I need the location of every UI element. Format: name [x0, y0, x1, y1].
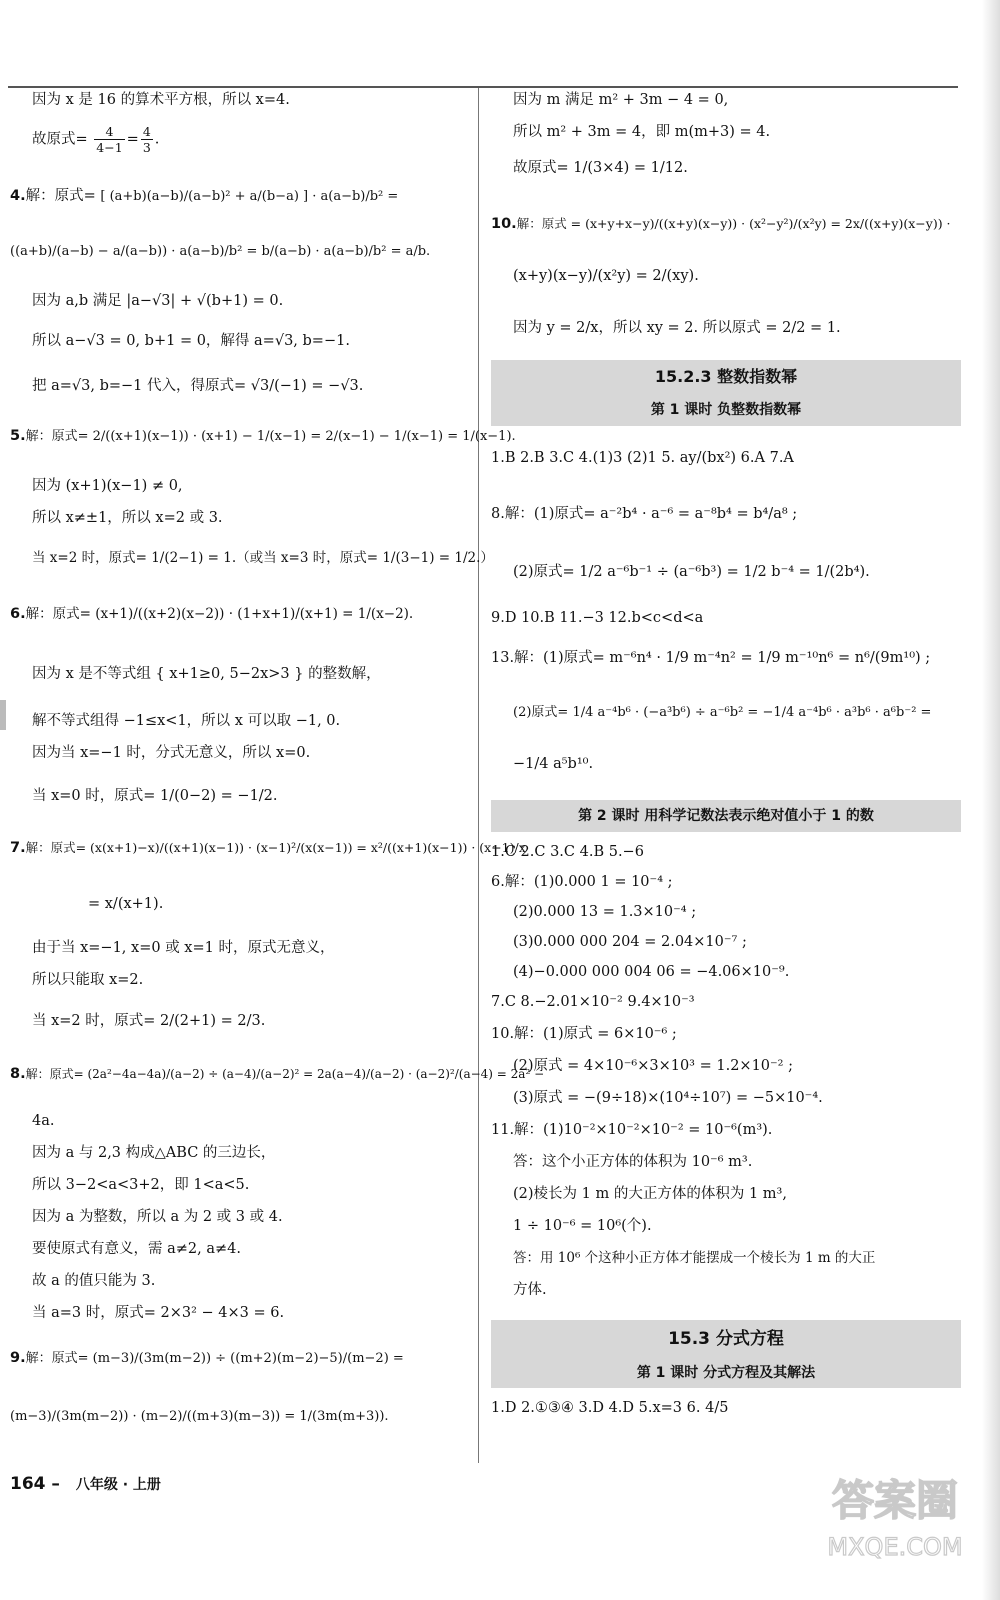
answer-line: (m−3)/(3m(m−2)) · (m−2)/((m+3)(m−3)) = 1/(3m(m+3)).: [10, 1409, 389, 1424]
answer-line: ((a+b)/(a−b) − a/(a−b)) · a(a−b)/b² = b/(a−b) · a(a−b)/b² = a/b.: [10, 244, 431, 259]
answer-line: −1/4 a⁵b¹⁰.: [513, 756, 594, 772]
answer-line: 要使原式有意义，需 a≠2, a≠4.: [32, 1241, 241, 1257]
answer-line: 13.解：(1)原式= m⁻⁶n⁴ · 1/9 m⁻⁴n² = 1/9 m⁻¹⁰n⁶ = n⁶/(9m¹⁰) ;: [491, 650, 931, 666]
answer-line: 由于当 x=−1, x=0 或 x=1 时，原式无意义，: [32, 940, 335, 956]
answer-line: 因为 a 为整数，所以 a 为 2 或 3 或 4.: [32, 1209, 283, 1225]
answer-line: 答：用 10⁶ 个这种小正方体才能摆成一个棱长为 1 m 的大正: [513, 1250, 876, 1266]
answer-line: (3)0.000 000 204 = 2.04×10⁻⁷ ;: [513, 934, 747, 950]
answer-line: 方体.: [513, 1282, 547, 1298]
answer-line: 1.D 2.①③④ 3.D 4.D 5.x=3 6. 4/5: [491, 1400, 729, 1416]
answer-line: 当 x=2 时，原式= 1/(2−1) = 1.（或当 x=3 时，原式= 1/(3−1) = 1/2.）: [32, 550, 494, 566]
answer-line: 因为 a 与 2,3 构成△ABC 的三边长，: [32, 1145, 276, 1161]
question-6: 6.解：原式= (x+1)/((x+2)(x−2)) · (1+x+1)/(x+1) = 1/(x−2).: [10, 606, 414, 622]
grade-label: 八年级 · 上册: [75, 1477, 161, 1493]
answer-line: 1.C 2.C 3.C 4.B 5.−6: [491, 844, 644, 860]
answer-line: 所以 x≠±1，所以 x=2 或 3.: [32, 510, 223, 526]
section-heading: 15.2.3 整数指数幂: [491, 360, 961, 394]
answer-line: 因为 y = 2/x，所以 xy = 2. 所以原式 = 2/2 = 1.: [513, 320, 841, 336]
page-edge-shadow: [982, 0, 1000, 1600]
lesson-heading: 第 2 课时 用科学记数法表示绝对值小于 1 的数: [491, 800, 961, 832]
answer-line: 把 a=√3, b=−1 代入，得原式= √3/(−1) = −√3.: [32, 378, 364, 394]
answer-line: 当 x=0 时，原式= 1/(0−2) = −1/2.: [32, 788, 278, 804]
answer-line: 故原式= $\frac{4}{4-1}$ = $\frac{4}{3}$ .: [32, 124, 160, 155]
answer-line: (2)原式 = 4×10⁻⁶×3×10³ = 1.2×10⁻² ;: [513, 1058, 793, 1074]
page-footer: [10, 1474, 161, 1494]
answer-line: 解不等式组得 −1≤x<1，所以 x 可以取 −1, 0.: [32, 713, 341, 729]
answer-line: 8.解：(1)原式= a⁻²b⁴ · a⁻⁶ = a⁻⁸b⁴ = b⁴/a⁸ ;: [491, 506, 798, 522]
answer-line: 11.解：(1)10⁻²×10⁻²×10⁻² = 10⁻⁶(m³).: [491, 1122, 773, 1138]
column-divider: [478, 88, 479, 1463]
svg-text:MXQE.COM: MXQE.COM: [827, 1533, 963, 1561]
answer-line: 因为 a,b 满足 |a−√3| + √(b+1) = 0.: [32, 293, 284, 309]
answer-line: 因为 x 是 16 的算术平方根，所以 x=4.: [32, 92, 290, 108]
question-4: 4.解：原式= [ (a+b)(a−b)/(a−b)² + a/(b−a) ] · a(a−b)/b² =: [10, 188, 399, 204]
answer-line: 故 a 的值只能为 3.: [32, 1273, 156, 1289]
answer-line: 1.B 2.B 3.C 4.(1)3 (2)1 5. ay/(bx²) 6.A 7.A: [491, 450, 794, 466]
answer-line: 7.C 8.−2.01×10⁻² 9.4×10⁻³: [491, 994, 695, 1010]
answer-line: 答：这个小正方体的体积为 10⁻⁶ m³.: [513, 1154, 753, 1170]
section-heading: 15.3 分式方程: [491, 1320, 961, 1358]
answer-line: 当 a=3 时，原式= 2×3² − 4×3 = 6.: [32, 1305, 285, 1321]
answer-line: (4)−0.000 000 004 06 = −4.06×10⁻⁹.: [513, 964, 790, 980]
answer-line: = x/(x+1).: [88, 896, 164, 912]
answer-line: 4a.: [32, 1113, 55, 1129]
answer-line: (2)棱长为 1 m 的大正方体的体积为 1 m³,: [513, 1186, 787, 1202]
answer-line: 因为 m 满足 m² + 3m − 4 = 0,: [513, 92, 729, 108]
question-9: 9.解：原式= (m−3)/(3m(m−2)) ÷ ((m+2)(m−2)−5)/(m−2) =: [10, 1350, 404, 1366]
answer-line: 当 x=2 时，原式= 2/(2+1) = 2/3.: [32, 1013, 266, 1029]
answer-line: 故原式= 1/(3×4) = 1/12.: [513, 160, 688, 176]
answer-line: 因为当 x=−1 时，分式无意义，所以 x=0.: [32, 745, 311, 761]
svg-text:答案圈: 答案圈: [831, 1476, 959, 1525]
answer-line: 10.解：(1)原式 = 6×10⁻⁶ ;: [491, 1026, 677, 1042]
question-10: 10.解：原式 = (x+y+x−y)/((x+y)(x−y)) · (x²−y²)/(x²y) = 2x/((x+y)(x−y)) ·: [491, 216, 951, 232]
answer-line: 所以 3−2<a<3+2，即 1<a<5.: [32, 1177, 250, 1193]
answer-line: 因为 (x+1)(x−1) ≠ 0,: [32, 478, 183, 494]
answer-line: (3)原式 = −(9÷18)×(10⁴÷10⁷) = −5×10⁻⁴.: [513, 1090, 823, 1106]
answer-line: 所以 m² + 3m = 4，即 m(m+3) = 4.: [513, 124, 771, 140]
answer-line: 所以只能取 x=2.: [32, 972, 144, 988]
lesson-heading: 第 1 课时 负整数指数幂: [491, 394, 961, 426]
answer-line: 6.解：(1)0.000 1 = 10⁻⁴ ;: [491, 874, 673, 890]
answer-line: (2)原式= 1/2 a⁻⁶b⁻¹ ÷ (a⁻⁶b³) = 1/2 b⁻⁴ = 1/(2b⁴).: [513, 564, 870, 580]
answer-line: (2)0.000 13 = 1.3×10⁻⁴ ;: [513, 904, 697, 920]
margin-mark: [0, 700, 6, 730]
answer-line: (2)原式= 1/4 a⁻⁴b⁶ · (−a³b⁶) ÷ a⁻⁶b² = −1/4 a⁻⁴b⁶ · a³b⁶ · a⁶b⁻² =: [513, 705, 932, 720]
answer-line: (x+y)(x−y)/(x²y) = 2/(xy).: [513, 268, 699, 284]
question-8: 8.解：原式= (2a²−4a−4a)/(a−2) ÷ (a−4)/(a−2)² = 2a(a−4)/(a−2) · (a−2)²/(a−4) = 2a² −: [10, 1066, 545, 1082]
question-7: 7.解：原式= (x(x+1)−x)/((x+1)(x−1)) · (x−1)²/(x(x−1)) = x²/((x+1)(x−1)) · (x−1)/x: [10, 840, 526, 856]
answer-line: 因为 x 是不等式组 { x+1≥0, 5−2x>3 } 的整数解，: [32, 666, 381, 682]
answer-line: 9.D 10.B 11.−3 12.b<c<d<a: [491, 610, 704, 626]
answer-line: 1 ÷ 10⁻⁶ = 10⁶(个).: [513, 1218, 652, 1234]
lesson-heading: 第 1 课时 分式方程及其解法: [491, 1358, 961, 1388]
page-number: 164: [10, 1474, 46, 1494]
question-5: 5.解：原式= 2/((x+1)(x−1)) · (x+1) − 1/(x−1) = 2/(x−1) − 1/(x−1) = 1/(x−1).: [10, 428, 516, 444]
answer-line: 所以 a−√3 = 0, b+1 = 0，解得 a=√3, b=−1.: [32, 333, 350, 349]
footer-dash: –: [51, 1474, 60, 1494]
watermark-logo: [810, 1460, 980, 1570]
